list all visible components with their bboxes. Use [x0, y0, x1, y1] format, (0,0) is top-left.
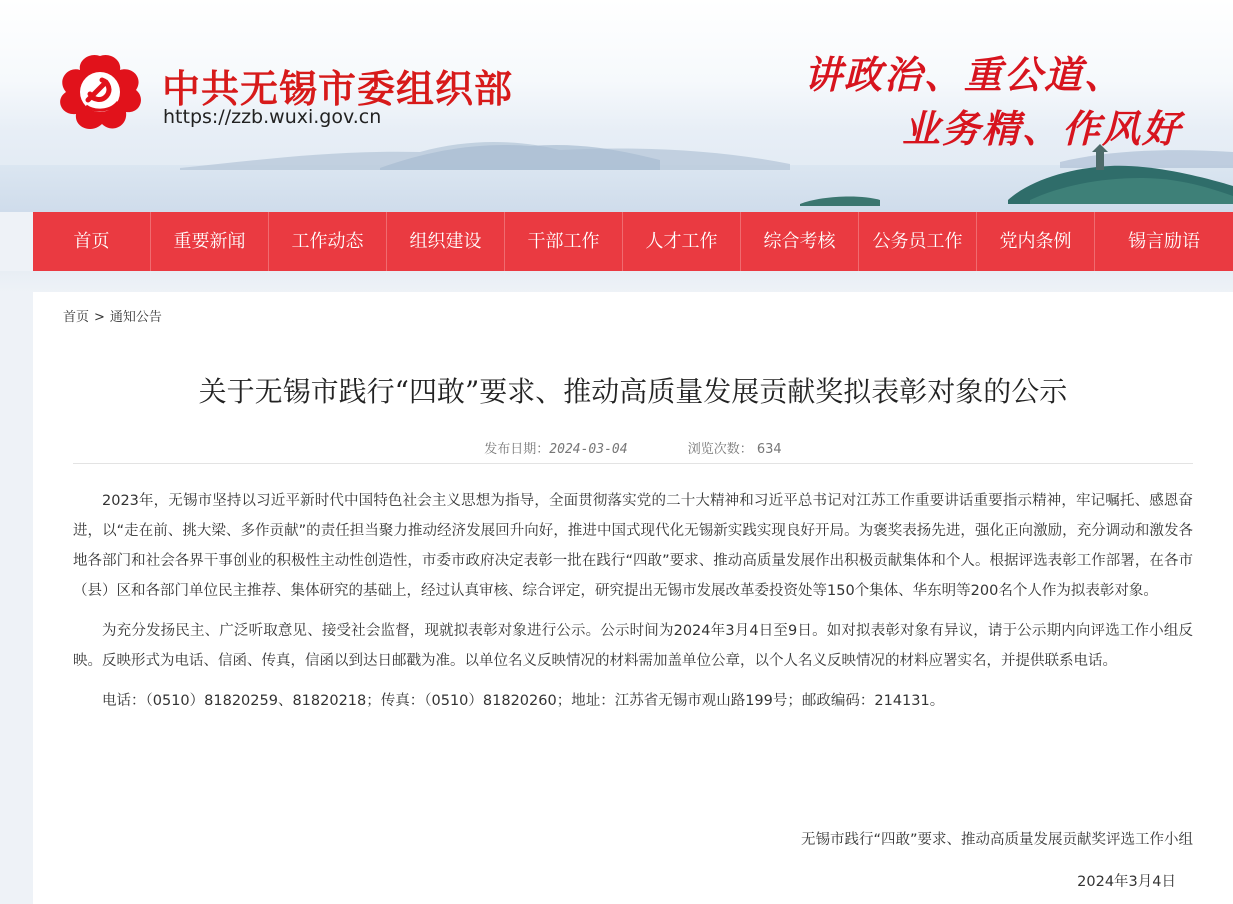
slogan-line-1: 讲政治、重公道、 [804, 52, 1125, 97]
site-title[interactable]: 中共无锡市委组织部 [162, 66, 514, 111]
article-paragraph: 为充分发扬民主、广泛听取意见、接受社会监督，现就拟表彰对象进行公示。公示时间为2024年3月4日至9日。如对拟表彰对象有异议，请于公示期内向评选工作小组反映。反映形式为电话、信函、传真，信函以到达日邮戳为准。以单位名义反映情况的材料需加盖单位公章，以个人名义反映情况的材料应署实名，并提供联系电话。 [73, 623, 1193, 669]
nav-item-organization-building[interactable]: 组织建设 [387, 212, 505, 271]
nav-item-civil-servant-work[interactable]: 公务员工作 [859, 212, 977, 271]
view-count: 634 [756, 442, 782, 457]
publish-date-label: 发布日期： [484, 442, 550, 457]
nav-item-xiyan-liyu[interactable]: 锡言励语 [1128, 231, 1200, 252]
article-meta [33, 438, 1233, 457]
nav-item-party-regulations[interactable]: 党内条例 [977, 212, 1095, 271]
breadcrumb-home-link[interactable]: 首页 [63, 310, 90, 325]
publish-date: 2024-03-04 [549, 442, 628, 457]
slogan-line-2: 业务精、作风好 [902, 106, 1183, 151]
party-emblem-icon [54, 50, 146, 136]
nav-item-home[interactable]: 首页 [33, 212, 151, 271]
breadcrumb-current-link[interactable]: 通知公告 [109, 310, 162, 325]
breadcrumb-separator: > [94, 310, 105, 325]
breadcrumb [63, 306, 162, 325]
article-signature: 无锡市践行“四敢”要求、推动高质量发展贡献奖评选工作小组 [800, 832, 1193, 848]
article-paragraph: 电话：（0510）81820259、81820218；传真：（0510）81820260；地址：江苏省无锡市观山路199号；邮政编码：214131。 [102, 693, 945, 709]
view-count-label: 浏览次数： [687, 442, 753, 457]
nav-item-cadre-work[interactable]: 干部工作 [505, 212, 623, 271]
nav-item-important-news[interactable]: 重要新闻 [151, 212, 269, 271]
article-title: 关于无锡市践行“四敢”要求、推动高质量发展贡献奖拟表彰对象的公示 [198, 375, 1068, 408]
main-nav [33, 212, 1233, 271]
nav-item-work-updates[interactable]: 工作动态 [269, 212, 387, 271]
nav-item-talent-work[interactable]: 人才工作 [623, 212, 741, 271]
nav-item-comprehensive-assessment[interactable]: 综合考核 [741, 212, 859, 271]
nav-shadow-strip [0, 271, 1233, 293]
article-paragraph: 2023年，无锡市坚持以习近平新时代中国特色社会主义思想为指导，全面贯彻落实党的二十大精神和习近平总书记对江苏工作重要讲话重要指示精神，牢记嘱托、感恩奋进，以“走在前、挑大梁、多作贡献”的责任担当聚力推动经济发展回升向好，推进中国式现代化无锡新实践实现良好开局。为褒奖表扬先进，强化正向激励，充分调动和激发各地各部门和社会各界干事创业的积极性主动性创造性，市委市政府决定表彰一批在践行“四敢”要求、推动高质量发展作出积极贡献集体和个人。根据评选表彰工作部署，在各市（县）区和各部门单位民主推荐、集体研究的基础上，经过认真审核、综合评定，研究提出无锡市发展改革委投资处等150个集体、华东明等200名个人作为拟表彰对象。 [73, 493, 1193, 599]
title-divider [73, 463, 1193, 464]
article-sign-date: 2024年3月4日 [1077, 874, 1176, 890]
article-card [33, 292, 1233, 904]
site-url[interactable]: https://zzb.wuxi.gov.cn [163, 106, 382, 128]
article-body [73, 486, 1193, 726]
site-header [0, 0, 1233, 212]
